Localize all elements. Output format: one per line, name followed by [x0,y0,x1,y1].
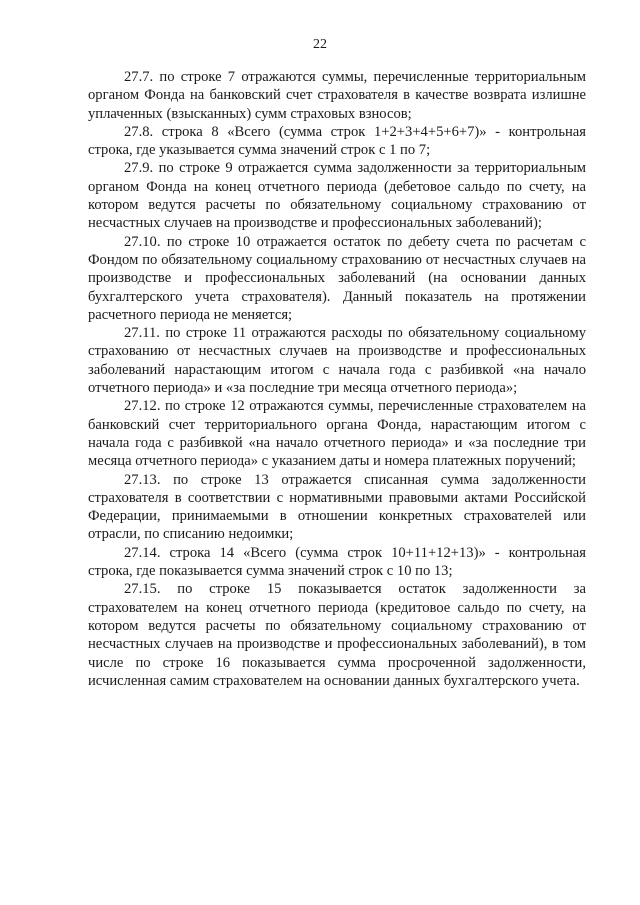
paragraph-27-8: 27.8. строка 8 «Всего (сумма строк 1+2+3+4+5+6+7)» - контрольная строка, где указывается сумма значений строк с 1 по 7; [88,123,586,159]
paragraph-27-9: 27.9. по строке 9 отражается сумма задолженности за территориальным органом Фонда на конец отчетного периода (дебетовое сальдо по счету, на котором ведутся расчеты по обязательному социальному страхованию от несчастных случаев на производстве и профессиональных заболеваний); [88,160,586,232]
document-body [88,68,586,690]
paragraph-27-10: 27.10. по строке 10 отражается остаток по дебету счета по расчетам с Фондом по обязательному социальному страхованию от несчастных случаев на производстве и профессиональных заболеваний (на основании данных бухгалтерского учета страхователя). Данный показатель на протяжении расчетного периода не меняется; [88,233,586,323]
paragraph-27-14: 27.14. строка 14 «Всего (сумма строк 10+11+12+13)» - контрольная строка, где показывается сумма значений строк с 10 по 13; [88,544,586,580]
page-number: 22 [313,37,327,52]
paragraph-27-7: 27.7. по строке 7 отражаются суммы, перечисленные территориальным органом Фонда на банковский счет страхователя в качестве возврата излишне уплаченных (взысканных) сумм страховых взносов; [88,69,586,122]
paragraph-27-12: 27.12. по строке 12 отражаются суммы, перечисленные страхователем на банковский счет территориального органа Фонда, нарастающим итогом с начала года с разбивкой «на начало отчетного периода» и «за последние три месяца отчетного периода» с указанием даты и номера платежных поручений; [88,398,586,470]
paragraph-27-15: 27.15. по строке 15 показывается остаток задолженности за страхователем на конец отчетного периода (кредитовое сальдо по счету, на котором ведутся расчеты по обязательному социальному страхованию от несчастных случаев на производстве и профессиональных заболеваний), в том числе по строке 16 показывается сумма просроченной задолженности, исчисленная самим страхователем на основании данных бухгалтерского учета. [88,581,586,689]
paragraph-27-11: 27.11. по строке 11 отражаются расходы по обязательному социальному страхованию от несчастных случаев на производстве и профессиональных заболеваний нарастающим итогом с начала года с разбивкой «на начало отчетного периода» и «за последние три месяца отчетного периода»; [88,325,586,397]
paragraph-27-13: 27.13. по строке 13 отражается списанная сумма задолженности страхователя в соответствии с нормативными правовыми актами Российской Федерации, принимаемыми в отношении конкретных страхователей или отрасли, по списанию недоимки; [88,471,586,543]
